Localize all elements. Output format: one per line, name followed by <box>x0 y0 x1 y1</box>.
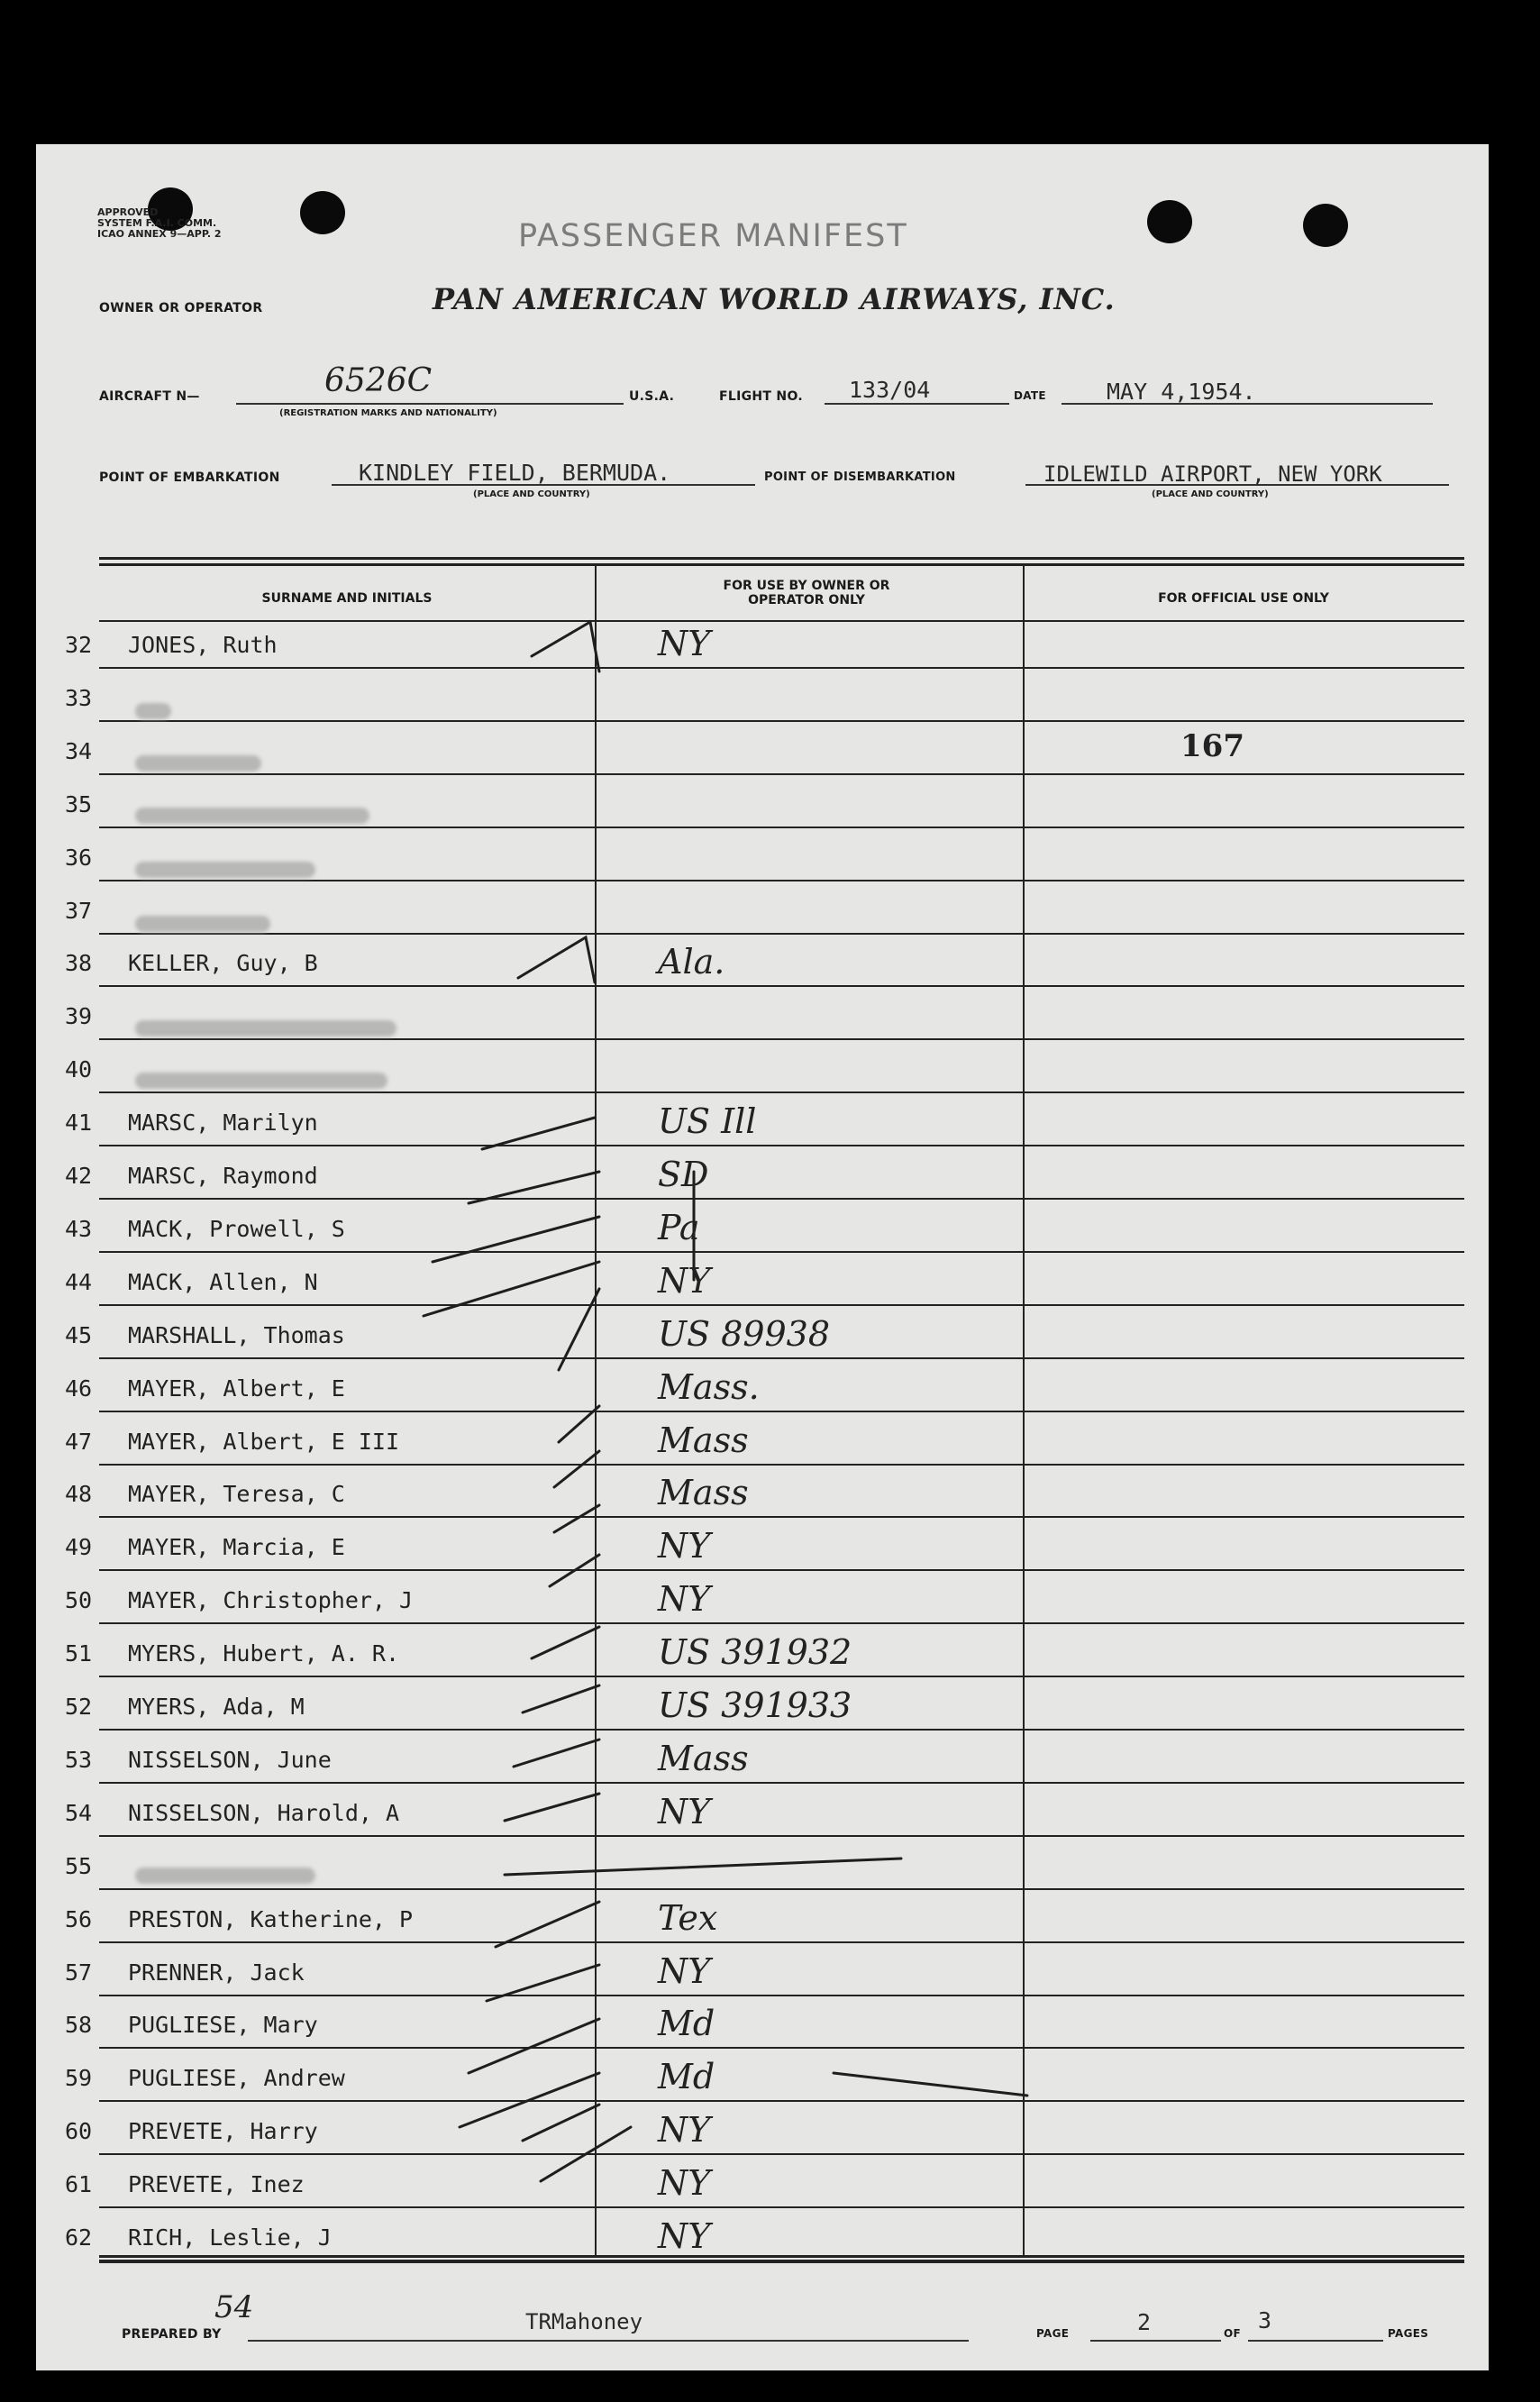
passenger-name: PREVETE, Harry <box>128 2118 318 2145</box>
owner-note: Mass <box>658 1473 749 1513</box>
approval-line: SYSTEM F.A.I. COMM. <box>97 217 217 229</box>
prepared-by-label: PREPARED BY <box>122 2327 222 2342</box>
owner-note: Mass <box>658 1420 749 1460</box>
passenger-name: PREVETE, Inez <box>128 2171 305 2198</box>
row-number: 59 <box>65 2065 93 2092</box>
disembarkation-label: POINT OF DISEMBARKATION <box>764 470 956 484</box>
passenger-name: MAYER, Albert, E III <box>128 1428 400 1455</box>
registration-note: (REGISTRATION MARKS AND NATIONALITY) <box>279 408 497 418</box>
owner-label: OWNER OR OPERATOR <box>99 301 263 315</box>
passenger-name: MARSC, Marilyn <box>128 1110 318 1137</box>
row-number: 37 <box>65 897 93 924</box>
owner-note: US Ill <box>658 1101 757 1142</box>
owner-note: SD <box>658 1155 709 1194</box>
row-number: 32 <box>65 632 93 658</box>
row-number: 41 <box>65 1110 93 1137</box>
owner-note: Md <box>658 2057 715 2097</box>
passenger-name: PUGLIESE, Mary <box>128 2012 318 2039</box>
row-number: 44 <box>65 1268 93 1295</box>
owner-note: Mass. <box>658 1366 760 1407</box>
approval-line: ICAO ANNEX 9—APP. 2 <box>97 228 222 240</box>
date-label: DATE <box>1014 389 1046 402</box>
row-number: 38 <box>65 950 93 977</box>
passenger-name: MACK, Allen, N <box>128 1268 318 1295</box>
owner-note: Pa <box>658 1207 700 1247</box>
passenger-name: MARSHALL, Thomas <box>128 1321 345 1348</box>
flight-number: 133/04 <box>849 377 931 403</box>
passenger-name: RICH, Leslie, J <box>128 2224 332 2251</box>
disembark-place-note: (PLACE AND COUNTRY) <box>1152 489 1269 499</box>
owner-note: Mass <box>658 1738 749 1778</box>
prepared-by-note: 54 <box>214 2289 254 2325</box>
owner-note: NY <box>658 1526 711 1566</box>
passenger-name: MAYER, Albert, E <box>128 1375 345 1402</box>
total-pages: 3 <box>1258 2307 1272 2334</box>
row-number: 36 <box>65 844 93 871</box>
row-number: 51 <box>65 1640 93 1667</box>
passenger-name: MACK, Prowell, S <box>128 1215 345 1242</box>
passenger-name: MARSC, Raymond <box>128 1163 318 1189</box>
row-number: 50 <box>65 1587 93 1614</box>
owner-note: Md <box>658 2004 715 2044</box>
disembarkation-point: IDLEWILD AIRPORT, NEW YORK <box>1043 461 1382 487</box>
row-number: 33 <box>65 684 93 711</box>
owner-note: NY <box>658 2110 711 2151</box>
form-title: PASSENGER MANIFEST <box>518 218 908 254</box>
row-number: 55 <box>65 1852 93 1879</box>
row-number: 49 <box>65 1534 93 1561</box>
passenger-name: MAYER, Marcia, E <box>128 1534 345 1561</box>
row-number: 52 <box>65 1694 93 1720</box>
owner-note: NY <box>658 2163 711 2204</box>
owner-note: NY <box>658 1950 711 1991</box>
row-number: 60 <box>65 2118 93 2145</box>
row-number: 62 <box>65 2224 93 2251</box>
embark-place-note: (PLACE AND COUNTRY) <box>473 489 590 499</box>
passenger-name: NISSELSON, June <box>128 1746 332 1773</box>
row-number: 47 <box>65 1428 93 1455</box>
passenger-name: PUGLIESE, Andrew <box>128 2065 345 2092</box>
passenger-name: MYERS, Ada, M <box>128 1694 305 1720</box>
owner-note: NY <box>658 1260 711 1301</box>
passenger-name: PRESTON, Katherine, P <box>128 1905 414 1932</box>
row-number: 57 <box>65 1959 93 1986</box>
row-number: 56 <box>65 1905 93 1932</box>
owner-note: NY <box>658 2216 711 2256</box>
row-number: 34 <box>65 737 93 764</box>
embarkation-label: POINT OF EMBARKATION <box>99 470 280 485</box>
passenger-name: MAYER, Teresa, C <box>128 1481 345 1508</box>
row-number: 58 <box>65 2012 93 2039</box>
passenger-name: JONES, Ruth <box>128 632 278 658</box>
prepared-by-name: TRMahoney <box>525 2309 643 2334</box>
passenger-name: MAYER, Christopher, J <box>128 1587 414 1614</box>
flight-date: MAY 4,1954. <box>1107 379 1256 405</box>
embarkation-point: KINDLEY FIELD, BERMUDA. <box>359 460 671 486</box>
row-number: 53 <box>65 1746 93 1773</box>
flight-label: FLIGHT NO. <box>719 389 803 404</box>
owner-note: US 391932 <box>658 1632 852 1673</box>
approval-line: APPROVED <box>97 206 159 218</box>
of-label: OF <box>1224 2327 1241 2340</box>
row-number: 35 <box>65 790 93 817</box>
owner-note: NY <box>658 1791 711 1831</box>
aircraft-label: AIRCRAFT N— <box>99 389 200 404</box>
aircraft-number: 6526C <box>324 362 433 399</box>
row-number: 46 <box>65 1375 93 1402</box>
row-number: 39 <box>65 1003 93 1030</box>
passenger-name: KELLER, Guy, B <box>128 950 318 977</box>
usa-label: U.S.A. <box>629 389 675 404</box>
official-number: 167 <box>1180 728 1244 764</box>
row-number: 48 <box>65 1481 93 1508</box>
passenger-name: PRENNER, Jack <box>128 1959 305 1986</box>
owner-note: NY <box>658 624 711 663</box>
surname-column-header: SURNAME AND INITIALS <box>261 591 433 606</box>
pages-label: PAGES <box>1388 2327 1429 2340</box>
owner-note: US 89938 <box>658 1313 831 1354</box>
owner-use-column-header: FOR USE BY OWNER OR OPERATOR ONLY <box>723 579 890 607</box>
page-label: PAGE <box>1036 2327 1070 2340</box>
row-number: 54 <box>65 1799 93 1826</box>
passenger-name: MYERS, Hubert, A. R. <box>128 1640 400 1667</box>
row-number: 40 <box>65 1056 93 1083</box>
passenger-name: NISSELSON, Harold, A <box>128 1799 400 1826</box>
row-number: 45 <box>65 1321 93 1348</box>
owner-note: NY <box>658 1579 711 1620</box>
row-number: 42 <box>65 1163 93 1189</box>
owner-note: Tex <box>658 1897 718 1938</box>
owner-note: Ala. <box>658 942 725 982</box>
company-name: PAN AMERICAN WORLD AIRWAYS, INC. <box>433 282 1116 316</box>
official-use-column-header: FOR OFFICIAL USE ONLY <box>1158 591 1329 606</box>
owner-note: US 391933 <box>658 1685 852 1725</box>
row-number: 61 <box>65 2171 93 2198</box>
page-number: 2 <box>1137 2309 1152 2335</box>
row-number: 43 <box>65 1215 93 1242</box>
